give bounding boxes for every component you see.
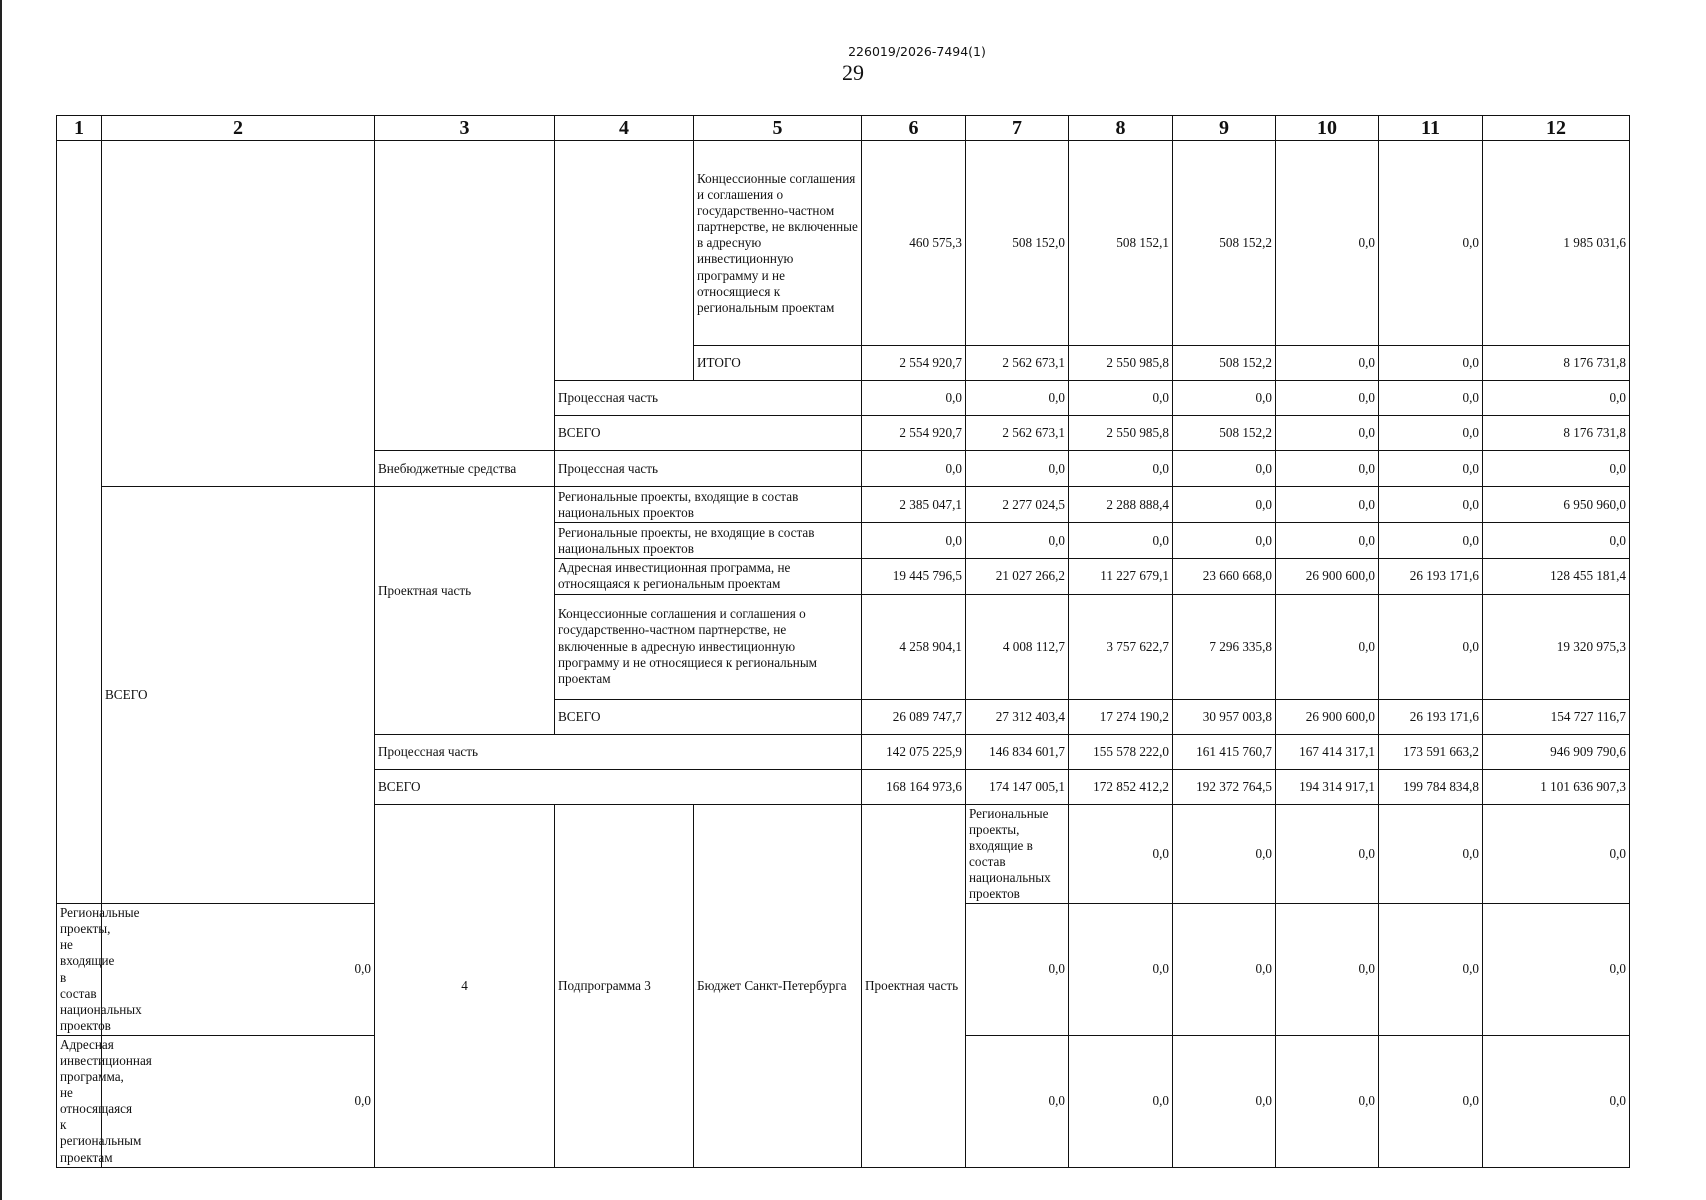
col-header: 8 [1069,116,1173,141]
value-cell: 0,0 [1483,804,1630,904]
value-cell: 26 193 171,6 [1379,559,1483,594]
value-cell: 0,0 [862,381,966,416]
value-cell: 161 415 760,7 [1173,734,1276,769]
value-cell: 0,0 [1069,523,1173,559]
row-label: Процессная часть [375,734,862,769]
value-cell: 2 277 024,5 [966,487,1069,523]
value-cell: 0,0 [862,523,966,559]
value-cell: 0,0 [966,523,1069,559]
value-cell: 0,0 [1483,904,1630,1036]
value-cell: 1 101 636 907,3 [1483,769,1630,804]
value-cell: 2 550 985,8 [1069,346,1173,381]
cell-empty [375,141,555,451]
value-cell: 0,0 [1379,487,1483,523]
value-cell: 2 288 888,4 [1069,487,1173,523]
col-header: 2 [102,116,375,141]
value-cell: 172 852 412,2 [1069,769,1173,804]
value-cell: 17 274 190,2 [1069,699,1173,734]
row-label: Региональные проекты, входящие в состав национальных проектов [966,804,1069,904]
col-header: 1 [57,116,102,141]
value-cell: 2 550 985,8 [1069,416,1173,451]
row-label: Адресная инвестиционная программа, не относящаяся к региональным проектам [57,1035,102,1167]
row-label: Процессная часть [555,381,862,416]
value-cell: 0,0 [1379,1035,1483,1167]
row-label: ВСЕГО [375,769,862,804]
page-number: 29 [842,60,864,85]
value-cell: 11 227 679,1 [1069,559,1173,594]
value-cell: 0,0 [1379,141,1483,346]
row-label: Проектная часть [862,804,966,1167]
value-cell: 0,0 [862,451,966,487]
value-cell: 0,0 [1379,416,1483,451]
value-cell: 0,0 [1173,804,1276,904]
value-cell: 0,0 [1276,904,1379,1036]
value-cell: 2 554 920,7 [862,416,966,451]
value-cell: 0,0 [966,904,1069,1036]
value-cell: 0,0 [1276,451,1379,487]
value-cell: 154 727 116,7 [1483,699,1630,734]
col-header: 12 [1483,116,1630,141]
value-cell: 174 147 005,1 [966,769,1069,804]
row-label: ИТОГО [694,346,862,381]
row-label: Концессионные соглашения и соглашения о государственно-частном партнерстве, не включенные в адресную инвестиционную программу и не относящиеся к региональным проектам [694,141,862,346]
row-label: Региональные проекты, не входящие в состав национальных проектов [555,523,862,559]
value-cell: 128 455 181,4 [1483,559,1630,594]
column-number-row [57,116,1630,141]
cell-empty [102,141,375,487]
value-cell: 0,0 [1379,451,1483,487]
value-cell: 26 089 747,7 [862,699,966,734]
value-cell: 0,0 [1379,804,1483,904]
value-cell: 142 075 225,9 [862,734,966,769]
scan-left-edge [0,0,2,1200]
value-cell: 0,0 [1379,904,1483,1036]
value-cell: 0,0 [1379,381,1483,416]
value-cell: 8 176 731,8 [1483,346,1630,381]
value-cell: 0,0 [1276,523,1379,559]
value-cell: 0,0 [1379,594,1483,699]
row-label: Региональные проекты, входящие в состав национальных проектов [555,487,862,523]
value-cell: 26 900 600,0 [1276,559,1379,594]
row-label: Адресная инвестиционная программа, не относящаяся к региональным проектам [555,559,862,594]
value-cell: 4 008 112,7 [966,594,1069,699]
value-cell: 508 152,2 [1173,346,1276,381]
value-cell: 26 193 171,6 [1379,699,1483,734]
value-cell: 194 314 917,1 [1276,769,1379,804]
value-cell: 0,0 [1173,451,1276,487]
value-cell: 0,0 [1276,804,1379,904]
row-label: ВСЕГО [555,699,862,734]
value-cell: 0,0 [1069,904,1173,1036]
row-label: Региональные проекты, не входящие в состав национальных проектов [57,904,102,1036]
value-cell: 2 554 920,7 [862,346,966,381]
table-row [57,141,1630,346]
value-cell: 4 258 904,1 [862,594,966,699]
value-cell: 0,0 [1069,381,1173,416]
row-label: ВСЕГО [102,487,375,904]
value-cell: 0,0 [1173,1035,1276,1167]
value-cell: 0,0 [1069,451,1173,487]
value-cell: 30 957 003,8 [1173,699,1276,734]
value-cell: 0,0 [1276,416,1379,451]
value-cell: 0,0 [1276,487,1379,523]
value-cell: 23 660 668,0 [1173,559,1276,594]
value-cell: 0,0 [1483,523,1630,559]
cell-empty [555,141,694,381]
budget-table [56,115,1630,1168]
value-cell: 508 152,2 [1173,416,1276,451]
col-header: 3 [375,116,555,141]
value-cell: 946 909 790,6 [1483,734,1630,769]
col-header: 10 [1276,116,1379,141]
row-label: Концессионные соглашения и соглашения о государственно-частном партнерстве, не включенные в адресную инвестиционную программу и не относящиеся к региональным проектам [555,594,862,699]
row-label: Внебюджетные средства [375,451,555,487]
value-cell: 27 312 403,4 [966,699,1069,734]
row-label: ВСЕГО [555,416,862,451]
value-cell: 192 372 764,5 [1173,769,1276,804]
value-cell: 7 296 335,8 [1173,594,1276,699]
value-cell: 508 152,1 [1069,141,1173,346]
col-header: 9 [1173,116,1276,141]
row-label: Проектная часть [375,487,555,734]
col-header: 6 [862,116,966,141]
value-cell: 0,0 [1069,1035,1173,1167]
row-number: 4 [375,804,555,1167]
value-cell: 508 152,0 [966,141,1069,346]
value-cell: 0,0 [1276,594,1379,699]
value-cell: 3 757 622,7 [1069,594,1173,699]
value-cell: 173 591 663,2 [1379,734,1483,769]
table-row [57,487,1630,523]
value-cell: 21 027 266,2 [966,559,1069,594]
value-cell: 508 152,2 [1173,141,1276,346]
value-cell: 6 950 960,0 [1483,487,1630,523]
col-header: 11 [1379,116,1483,141]
value-cell: 0,0 [1276,1035,1379,1167]
cell-empty [57,141,102,904]
row-label: Бюджет Санкт-Петербурга [694,804,862,1167]
value-cell: 19 320 975,3 [1483,594,1630,699]
value-cell: 26 900 600,0 [1276,699,1379,734]
value-cell: 0,0 [1483,451,1630,487]
value-cell: 0,0 [1483,381,1630,416]
value-cell: 0,0 [102,904,375,1036]
value-cell: 0,0 [1173,487,1276,523]
value-cell: 0,0 [1173,381,1276,416]
value-cell: 146 834 601,7 [966,734,1069,769]
value-cell: 0,0 [1276,141,1379,346]
document-id: 226019/2026-7494(1) [848,44,986,59]
value-cell: 2 562 673,1 [966,416,1069,451]
value-cell: 2 562 673,1 [966,346,1069,381]
value-cell: 0,0 [1276,346,1379,381]
value-cell: 0,0 [102,1035,375,1167]
value-cell: 0,0 [1379,523,1483,559]
value-cell: 0,0 [966,381,1069,416]
value-cell: 0,0 [1173,523,1276,559]
col-header: 5 [694,116,862,141]
value-cell: 2 385 047,1 [862,487,966,523]
value-cell: 1 985 031,6 [1483,141,1630,346]
value-cell: 0,0 [1173,904,1276,1036]
value-cell: 168 164 973,6 [862,769,966,804]
value-cell: 8 176 731,8 [1483,416,1630,451]
row-label: Процессная часть [555,451,862,487]
value-cell: 0,0 [1379,346,1483,381]
value-cell: 460 575,3 [862,141,966,346]
value-cell: 0,0 [966,451,1069,487]
value-cell: 199 784 834,8 [1379,769,1483,804]
value-cell: 0,0 [966,1035,1069,1167]
value-cell: 19 445 796,5 [862,559,966,594]
value-cell: 0,0 [1276,381,1379,416]
value-cell: 155 578 222,0 [1069,734,1173,769]
col-header: 7 [966,116,1069,141]
value-cell: 0,0 [1069,804,1173,904]
row-label: Подпрограмма 3 [555,804,694,1167]
value-cell: 167 414 317,1 [1276,734,1379,769]
col-header: 4 [555,116,694,141]
value-cell: 0,0 [1483,1035,1630,1167]
